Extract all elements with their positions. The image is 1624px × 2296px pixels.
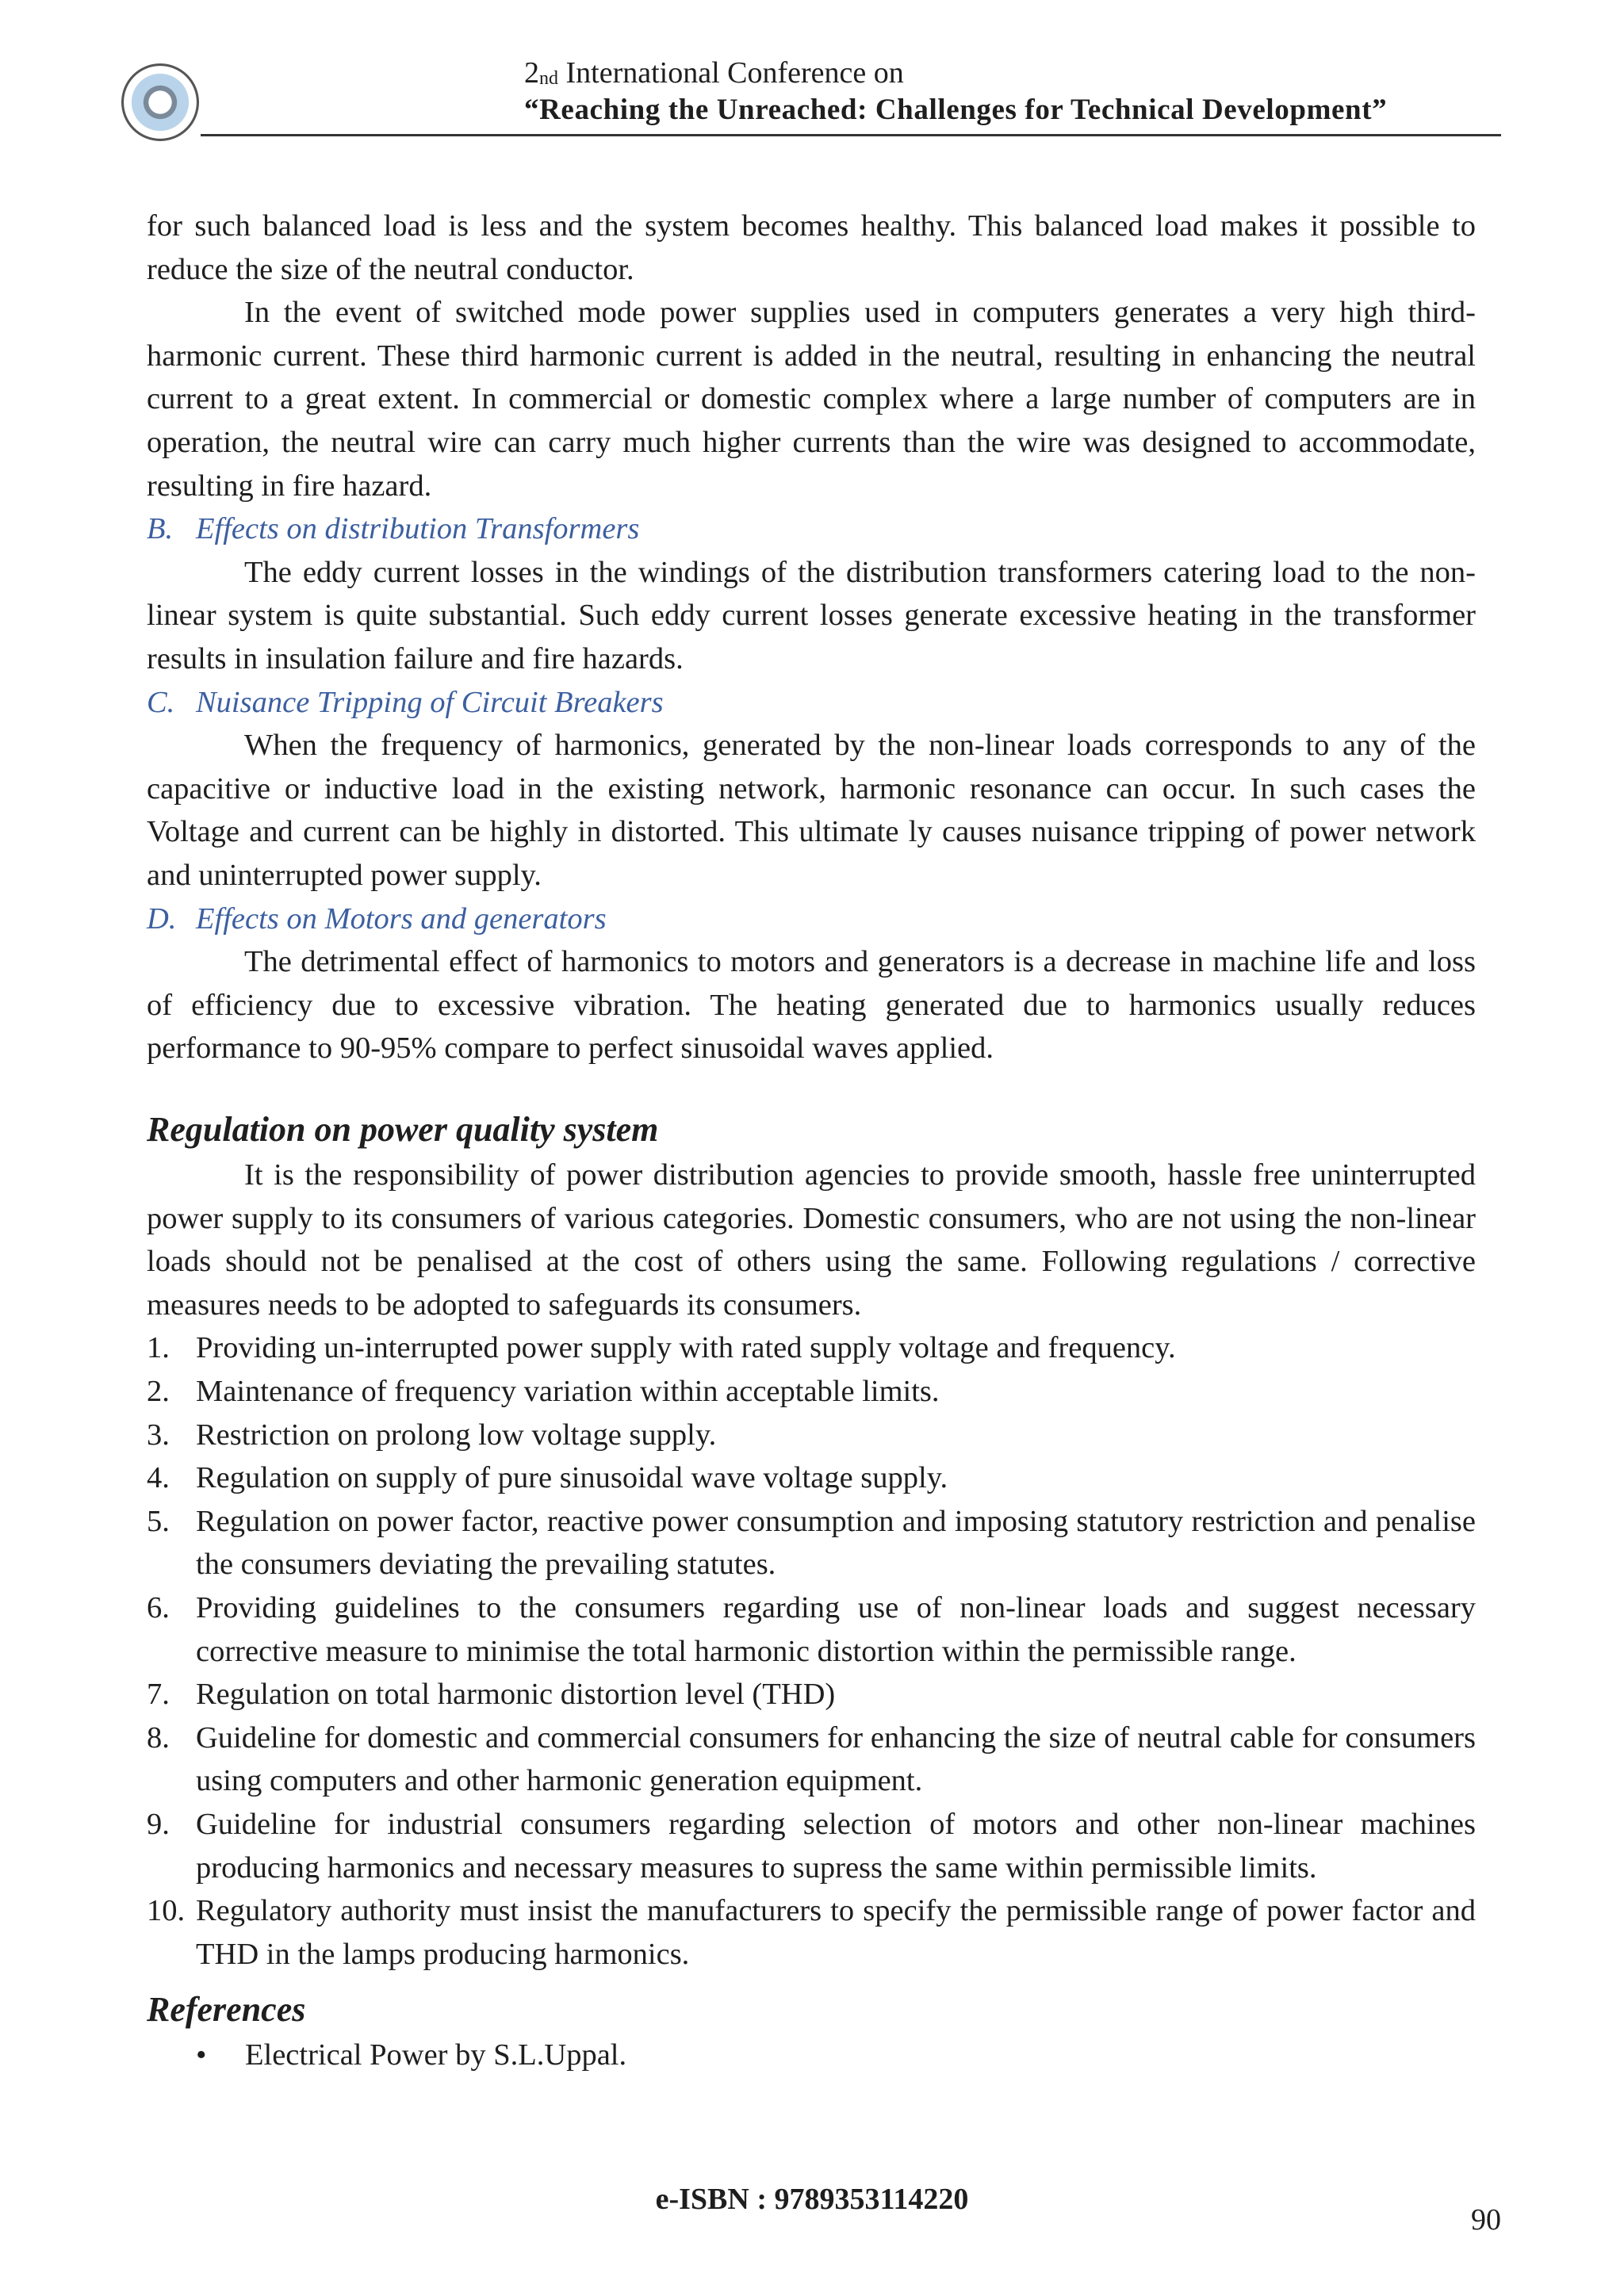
list-item	[147, 1889, 1476, 1976]
subsection-heading-b	[147, 507, 1476, 551]
bullet-icon: •	[196, 2038, 207, 2072]
reference-text: Electrical Power by S.L.Uppal.	[245, 2038, 627, 2072]
subsection-heading-d	[147, 897, 1476, 941]
subsection-number: D.	[147, 901, 177, 936]
body-section	[147, 205, 1476, 1070]
subsection-title: Effects on distribution Transformers	[196, 512, 640, 546]
list-number: 5.	[147, 1504, 170, 1538]
list-number: 6.	[147, 1590, 170, 1624]
list-item	[147, 1414, 1476, 1457]
list-item	[147, 1500, 1476, 1586]
paragraph: The detrimental effect of harmonics to motors and generators is a decrease in machine life and loss of efficiency due to excessive vibration. The heating generated due to harmonics usually reduces performance to 90-95% compare to perfect sinusoidal waves applied.	[147, 945, 1476, 1066]
list-text: Regulatory authority must insist the manufacturers to specify the permissible range of power factor and THD in the lamps producing harmonics.	[196, 1894, 1476, 1971]
list-text: Regulation on power factor, reactive power consumption and imposing statutory restriction and penalise the consumers deviating the prevailing statutes.	[196, 1504, 1476, 1582]
list-number: 7.	[147, 1678, 170, 1712]
subsection-title: Effects on Motors and generators	[196, 901, 607, 936]
subsection-number: B.	[147, 512, 174, 546]
paragraph: The eddy current losses in the windings of the distribution transformers catering load to the non-linear system is quite substantial. Such eddy current losses generate excessive heating in the transformer results in insulation failure and fire hazards.	[147, 555, 1476, 675]
ordinal-number: 2	[524, 56, 539, 90]
regulation-section	[147, 1106, 1476, 1976]
list-number: 4.	[147, 1461, 170, 1495]
paragraph: In the event of switched mode power supplies used in computers generates a very high third-harmonic current. These third harmonic current is added in the neutral, resulting in enhancing the neutral current to a great extent. In commercial or domestic complex where a large number of computers are in operation, the neutral wire can carry much higher currents than the wire was designed to accommodate, resulting in fire hazard.	[147, 296, 1476, 503]
list-item	[147, 1326, 1476, 1370]
list-text: Providing guidelines to the consumers regarding use of non-linear loads and suggest necessary corrective measure to minimise the total harmonic distortion within the permissible range.	[196, 1590, 1476, 1668]
paragraph: It is the responsibility of power distribution agencies to provide smooth, hassle free uninterrupted power supply to its consumers of various categories. Domestic consumers, who are not using the non-linear loads should not be penalised at the cost of others using the same. Following regulations / corrective measures needs to be adopted to safeguards its consumers.	[147, 1158, 1476, 1322]
list-text: Regulation on total harmonic distortion level (THD)	[196, 1678, 836, 1712]
page-number: 90	[1471, 2203, 1501, 2237]
paragraph: for such balanced load is less and the system becomes healthy. This balanced load makes it possible to reduce the size of the neutral conductor.	[147, 209, 1476, 286]
ordinal-suffix: nd	[539, 68, 558, 89]
list-number: 8.	[147, 1720, 170, 1755]
isbn: e-ISBN : 9789353114220	[655, 2183, 969, 2216]
list-text: Guideline for domestic and commercial consumers for enhancing the size of neutral cable for consumers using computers and other harmonic generation equipment.	[196, 1720, 1476, 1798]
conference-name: International Conference on	[558, 56, 904, 90]
conference-title-line1	[524, 55, 904, 96]
list-item	[147, 1456, 1476, 1500]
list-number: 3.	[147, 1418, 170, 1452]
subsection-title: Nuisance Tripping of Circuit Breakers	[196, 685, 664, 719]
reference-item	[147, 2034, 1476, 2077]
conference-logo	[121, 63, 199, 141]
list-number: 1.	[147, 1331, 170, 1365]
paragraph: When the frequency of harmonics, generated by the non-linear loads corresponds to any of the capacitive or inductive load in the existing network, harmonic resonance can occur. In such cases the Voltage and current can be highly in distorted. This ultimate ly causes nuisance tripping of power network and uninterrupted power supply.	[147, 729, 1476, 892]
list-item	[147, 1803, 1476, 1889]
references-section	[147, 1986, 1476, 2077]
references-heading: References	[147, 1990, 306, 2029]
section-heading: Regulation on power quality system	[147, 1110, 659, 1149]
list-number: 2.	[147, 1374, 170, 1408]
subsection-heading-c	[147, 681, 1476, 725]
subsection-number: C.	[147, 685, 175, 719]
list-text: Regulation on supply of pure sinusoidal wave voltage supply.	[196, 1461, 948, 1495]
list-item	[147, 1673, 1476, 1716]
list-item	[147, 1586, 1476, 1673]
conference-theme: “Reaching the Unreached: Challenges for Technical Development”	[524, 94, 1388, 126]
regulation-list	[147, 1326, 1476, 1976]
list-text: Providing un-interrupted power supply with rated supply voltage and frequency.	[196, 1331, 1176, 1365]
list-item	[147, 1716, 1476, 1803]
list-item	[147, 1370, 1476, 1414]
list-number: 10.	[147, 1894, 186, 1928]
header-rule	[201, 134, 1501, 136]
list-number: 9.	[147, 1807, 170, 1841]
list-text: Guideline for industrial consumers regarding selection of motors and other non-linear machines producing harmonics and necessary measures to supress the same within permissible limits.	[196, 1807, 1476, 1885]
list-text: Maintenance of frequency variation within acceptable limits.	[196, 1374, 940, 1408]
list-text: Restriction on prolong low voltage supply.	[196, 1418, 717, 1452]
